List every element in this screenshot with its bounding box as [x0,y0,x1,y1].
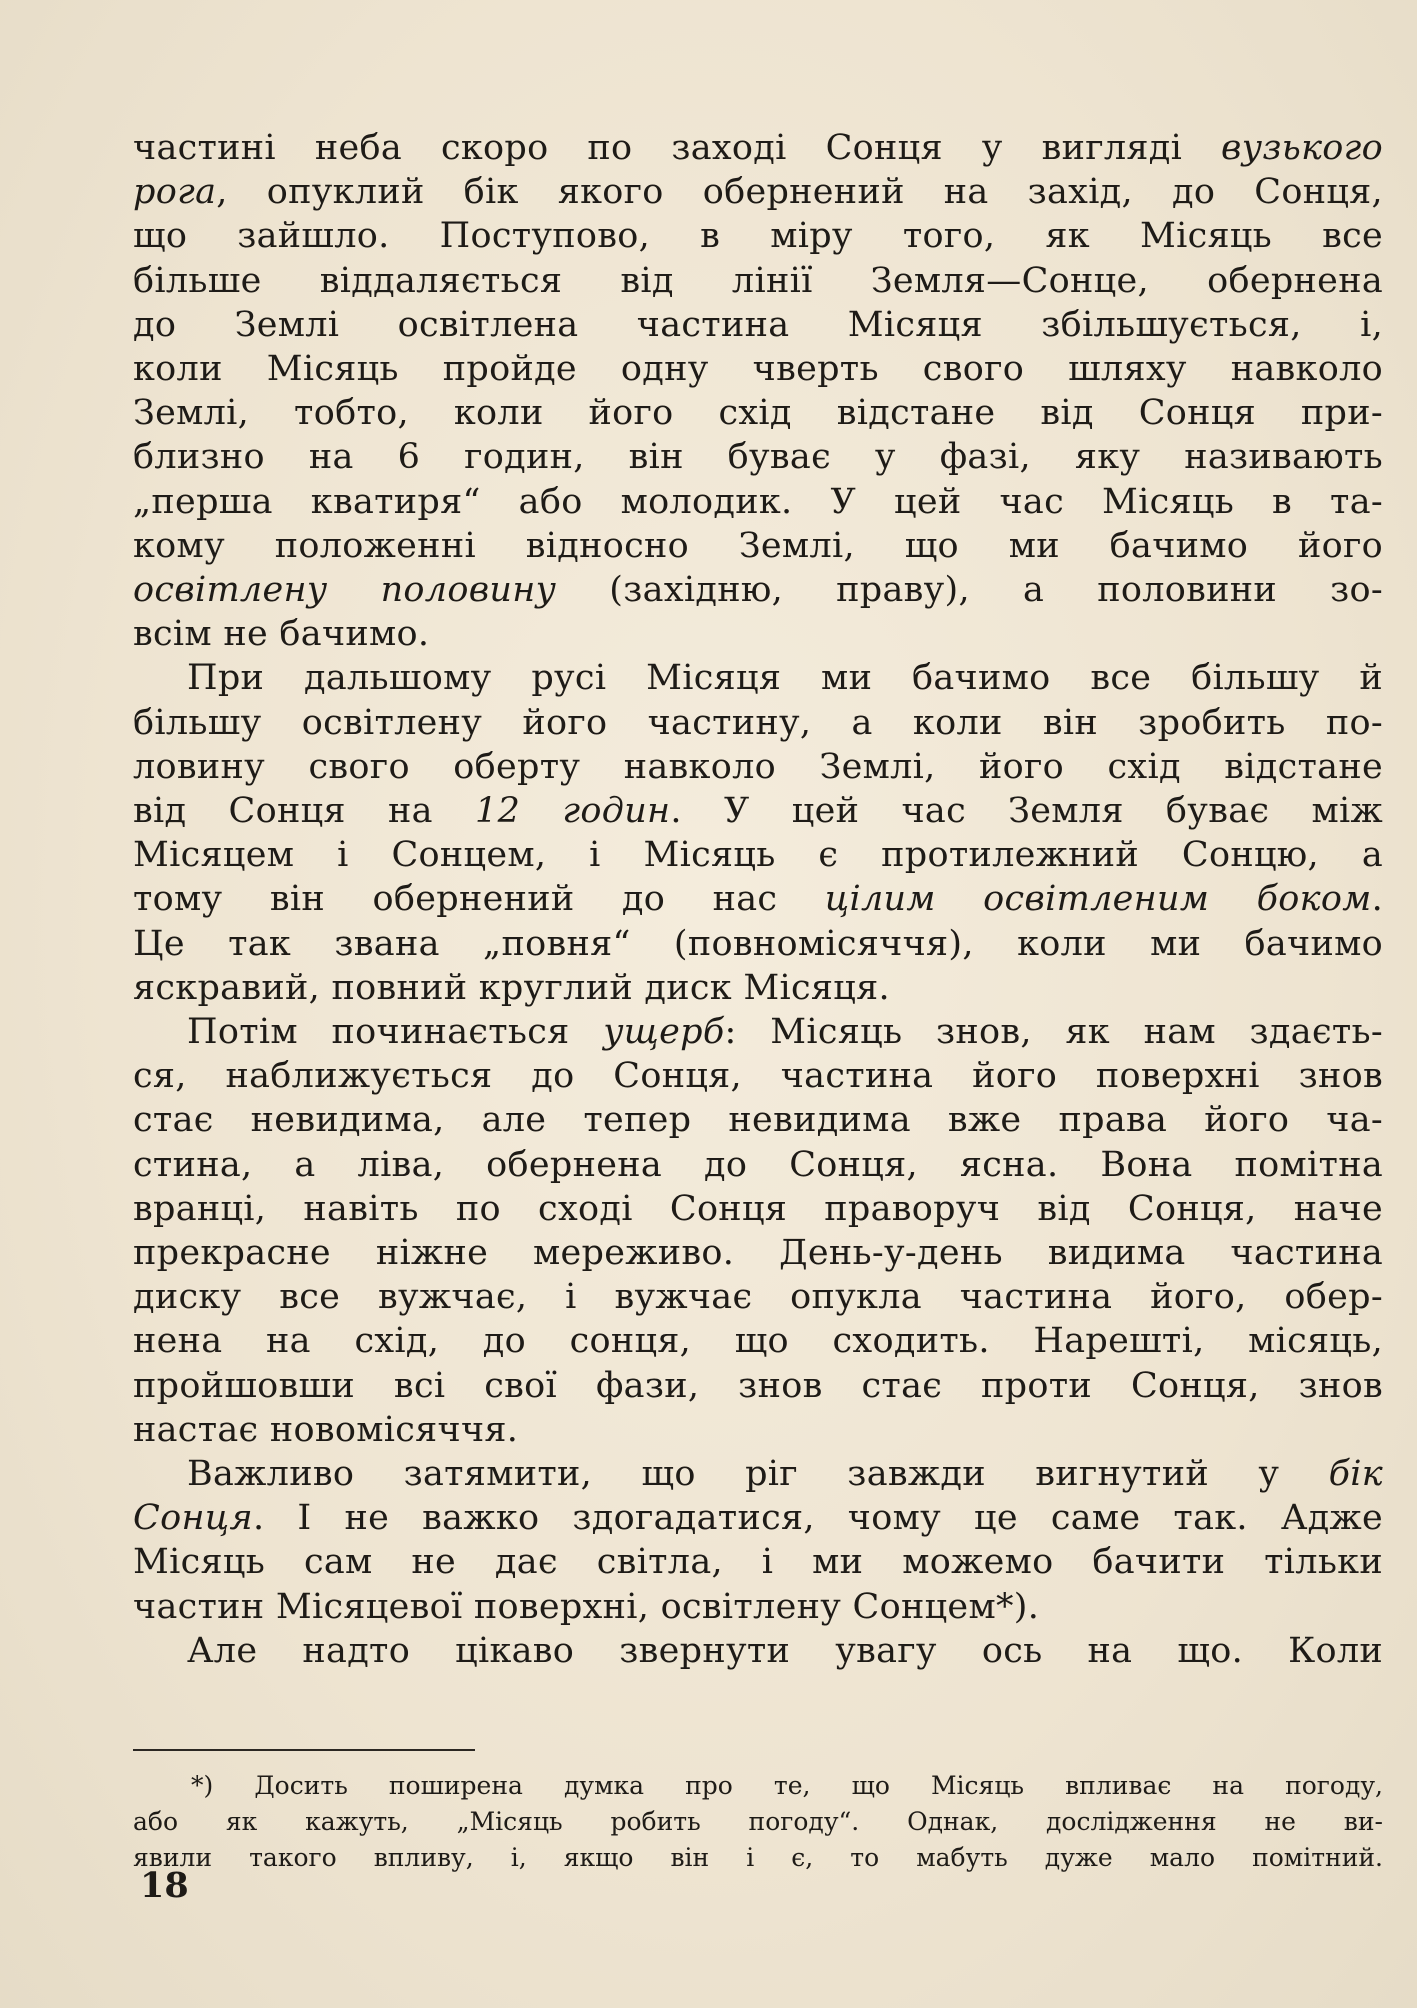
footnote-line: *) Досить поширена думка про те, що Місяць впливає на погоду, [191,1771,1383,1800]
text-segment: Землі, тобто, коли його схід відстане від Сонця при- [133,393,1383,434]
text-segment: частин Місяцевої поверхні, освітлену Сонцем*). [133,1586,1040,1627]
text-line [133,126,1383,170]
text-segment: При дальшому русі Місяця ми бачимо все більшу й [187,658,1383,699]
text-line [133,391,1383,435]
text-line [133,701,1383,745]
italic-text: бік [1328,1454,1383,1494]
italic-text: 12 годин [475,791,671,831]
text-line [133,1098,1383,1142]
text-segment: кому положенні відносно Землі, що ми бачимо його [133,525,1383,566]
text-segment: яскравий, повний круглий диск Місяця. [133,967,890,1008]
text-line [133,1143,1383,1187]
text-line [133,922,1383,966]
text-segment: прекрасне ніжне мереживо. День-у-день видима частина [133,1233,1383,1273]
text-line [133,480,1383,524]
text-segment: . У цей час Земля буває між [670,791,1383,831]
text-segment: настає новомісяччя. [133,1409,519,1450]
italic-text: вузького [1221,128,1383,168]
text-line [133,1496,1383,1540]
text-segment: стає невидима, але тепер невидима вже права його ча- [133,1100,1383,1141]
text-line [133,833,1383,877]
text-line [133,877,1383,921]
text-segment: більше віддаляється від лінії Земля—Сонце, обернена [133,260,1383,301]
text-segment: , опуклий бік якого обернений на захід, до Сонця, [216,172,1383,213]
footnote-line: або як кажуть, „Місяць робить погоду“. Однак, дослідження не ви- [133,1807,1383,1836]
text-segment: Потім починається [187,1012,604,1052]
text-segment: нена на схід, до сонця, що сходить. Нарешті, місяць, [133,1321,1383,1362]
text-line [133,1187,1383,1231]
text-line [133,259,1383,303]
text-line [133,1585,1383,1629]
text-segment: Важливо затямити, що ріг завжди вигнутий у [187,1454,1329,1494]
italic-text: рога [133,172,217,213]
text-line [133,1275,1383,1319]
text-segment: більшу освітлену його частину, а коли він зробить по- [133,702,1383,743]
text-segment: вранці, навіть по сході Сонця праворуч від Сонця, наче [133,1188,1383,1229]
text-line [133,303,1383,347]
text-segment: стина, а ліва, обернена до Сонця, ясна. Вона помітна [133,1144,1383,1185]
text-segment: пройшовши всі свої фази, знов стає проти Сонця, знов [133,1365,1383,1406]
text-segment: до Землі освітлена частина Місяця збільшується, і, [133,304,1383,345]
text-segment: ловину свого оберту навколо Землі, його схід відстане [133,746,1383,787]
text-segment: від Сонця на [133,791,476,831]
text-line [133,1319,1383,1363]
text-line [133,1408,1383,1452]
text-line [133,1054,1383,1098]
text-segment: близно на 6 годин, він буває у фазі, яку називають [133,437,1383,478]
text-line [133,435,1383,479]
text-segment: (західню, праву), а половини зо- [556,570,1383,610]
text-segment: тому він обернений до нас [133,879,825,920]
text-segment: Але надто цікаво звернути увагу ось на що. Коли [187,1630,1383,1671]
text-line [133,1010,1383,1054]
text-segment: ся, наближується до Сонця, частина його поверхні знов [133,1056,1383,1097]
text-line [133,966,1383,1010]
text-line [133,1231,1383,1275]
text-line [133,1452,1383,1496]
text-segment: частині неба скоро по заході Сонця у вигляді [133,128,1222,168]
text-line [133,214,1383,258]
text-line [133,612,1383,656]
text-segment: . І не важко здогадатися, чому це саме так. Адже [253,1498,1383,1539]
text-segment: Місяць сам не дає світла, і ми можемо бачити тільки [133,1542,1383,1583]
text-line [133,1629,1383,1673]
text-line [133,568,1383,612]
page-number: 18 [140,1865,189,1906]
text-segment: : Місяць знов, як нам здаєть- [724,1012,1383,1052]
text-segment: „перша кватиря“ або молодик. У цей час Місяць в та- [133,481,1383,522]
text-line [133,1364,1383,1408]
text-line [133,1540,1383,1584]
text-line [133,170,1383,214]
italic-text: освітлену половину [133,570,557,610]
footnote-divider [133,1749,475,1751]
text-segment: диску все вужчає, і вужчає опукла частина його, обер- [133,1277,1383,1318]
text-line [133,524,1383,568]
text-line [133,347,1383,391]
italic-text: цілим освітленим боком [824,879,1372,920]
italic-text: Сонця [133,1498,254,1539]
text-segment: Місяцем і Сонцем, і Місяць є протилежний Сонцю, а [133,835,1383,876]
text-segment: коли Місяць пройде одну чверть свого шляху навколо [133,349,1383,389]
text-segment: всім не бачимо. [133,614,430,655]
text-line [133,656,1383,700]
text-line [133,789,1383,833]
text-segment: що зайшло. Поступово, в міру того, як Місяць все [133,216,1383,257]
footnote-line: явили такого впливу, і, якщо він і є, то мабуть дуже мало помітний. [133,1843,1383,1872]
text-line [133,745,1383,789]
text-segment: Це так звана „повня“ (повномісяччя), коли ми бачимо [133,923,1383,964]
text-segment: . [1371,879,1383,920]
italic-text: ущерб [603,1012,725,1052]
